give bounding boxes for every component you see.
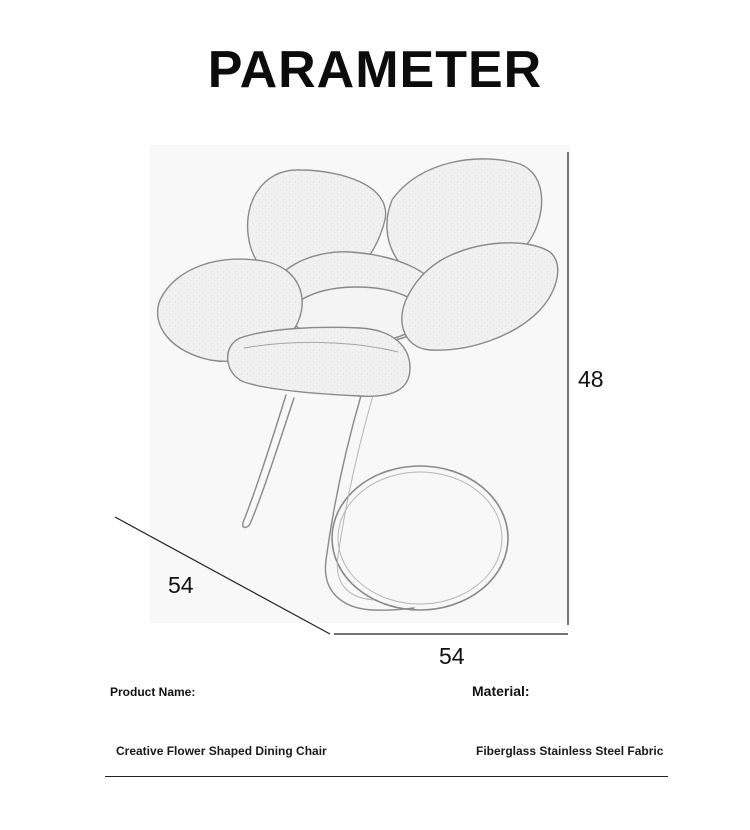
height-value: 48 (578, 366, 604, 392)
product-name-label: Product Name: (110, 685, 196, 699)
depth-dimension-line (115, 517, 330, 634)
page-title: PARAMETER (207, 41, 543, 99)
bottom-divider (105, 776, 668, 777)
material-value: Fiberglass Stainless Steel Fabric (476, 744, 664, 758)
material-label: Material: (472, 683, 530, 699)
product-name-value: Creative Flower Shaped Dining Chair (116, 744, 327, 758)
width-value: 54 (439, 643, 465, 669)
depth-value: 54 (168, 572, 194, 598)
